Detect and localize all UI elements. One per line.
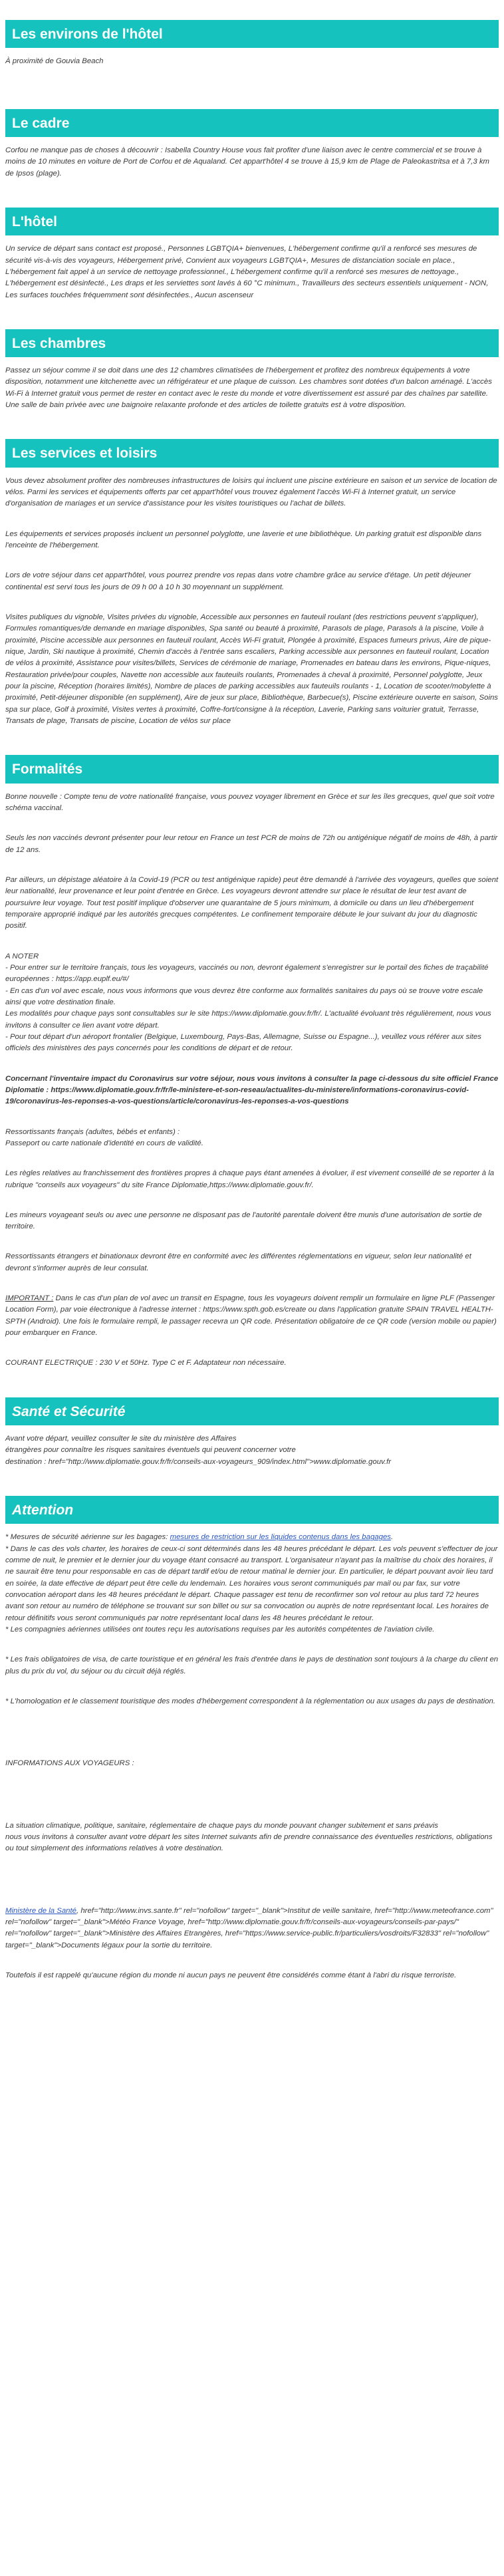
- attention-bullet: [5, 1532, 499, 1543]
- note-line: Les modalités pour chaque pays sont consultables sur le site https://www.diplomatie.gouv.fr/fr/. L'actualité évoluant très régulièrement, nous vous invitons à consulter ce lien avant votre départ.: [5, 1010, 491, 1030]
- hotel-text: Un service de départ sans contact est proposé., Personnes LGBTQIA+ bienvenues, L'hébergement confirme qu'il a renforcé ses mesures de sécurité vis-à-vis des voyageurs, Hébergement privé, Convient aux voyageurs LGBTQIA+, Mesures de distanciation sociale en place., L'hébergement fait appel à un service de nettoyage professionnel., L'hébergement confirme qu'il a renforcé ses mesures de nettoyage., L'hébergement est désinfecté., Les draps et les serviettes sont lavés à 60 °C minimum., Travailleurs des secteurs essentiels uniquement - NON, Les surfaces touchées fréquemment sont désinfectées., Aucun ascenseur: [5, 245, 489, 299]
- official-links: [5, 1906, 499, 1951]
- note-line: - En cas d'un vol avec escale, nous vous informons que vous devrez être conforme aux formalités sanitaires du pays où se trouve votre escale ainsi que votre destination finale.: [5, 986, 483, 1006]
- ministere-sante-link[interactable]: Ministère de la Santé: [5, 1906, 77, 1915]
- section-sante: [5, 1397, 499, 1468]
- ressortissants-title: Ressortissants français (adultes, bébés et enfants) :: [5, 1127, 180, 1136]
- services-amenities-list: Visites publiques du vignoble, Visites privées du vignoble, Accessible aux personnes en fauteuil roulant (des restrictions peuvent s'appliquer), Formules romantiques/de demande en mariage disponibles, Spa santé ou beauté à proximité, Parasols de plage, Parasols à la piscine, Voile à proximité, Piscine accessible aux personnes en fauteuil roulant, Accès Wi-Fi gratuit, Plongée à proximité, Espaces fumeurs privus, Aire de pique-nique, Jardin, Ski nautique à proximité, Chemin d'accès à l'entrée sans escaliers, Parking accessible aux personnes en fauteuil roulant, Location de vélos à proximité, Assistance pour visites/billets, Services de cérémonie de mariage, Promenades en bateau dans les environs, Pique-niques, Restauration privée/pour couples, Navette non accessible aux fauteuils roulants, Promenades à cheval à proximité, Personnel polyglotte, Jeux pour la piscine, Réception (horaires limités), Nombre de places de parking accessibles aux fauteuils roulants - 1, Location de scooter/mobylette à proximité, Petit-déjeuner disponible (en supplément), Aire de jeux sur place, Bibliothèque, Barbecue(s), Piscine extérieure ouverte en saison, Soins spa sur place, Golf à proximité, Visites vertes à proximité, Coffre-fort/consigne à la réception, Laverie, Parking sans voiturier gratuit, Terrasse, Transats de plage, Transats de piscine, Location de vélos sur place: [5, 613, 499, 725]
- section-cadre: [5, 109, 499, 180]
- formalites-paragraph: Par ailleurs, un dépistage aléatoire à la Covid-19 (PCR ou test antigénique rapide) peut être demandé à l'arrivée des voyageurs, quelles que soient leur nationalité, leur provenance et leur point d'entrée en Grèce. Les voyageurs devront attendre sur place le résultat de leur test avant de poursuivre leur voyage. Tout test positif implique d'observer une quarantaine de 5 jours minimum, à domicile ou dans un lieu d'hébergement temporaire approprié indiqué par les autorités grecques compétentes. Le confinement temporaire débute le jour suivant du jour du diagnostic positif.: [5, 875, 499, 930]
- attention-bullet: * Les frais obligatoires de visa, de carte touristique et en général les frais d'entrée dans le pays de destination sont toujours à la charge du client en plus du prix du vol, du séjour ou du circuit déjà réglés.: [5, 1655, 499, 1675]
- informations-voyageurs-title: INFORMATIONS AUX VOYAGEURS :: [5, 1759, 134, 1768]
- attention-bullet: * L'homologation et le classement touristique des modes d'hébergement correspondent à la réglementation ou aux usages du pays de destination.: [5, 1697, 495, 1705]
- attention-bullet: * Dans le cas des vols charter, les horaires de ceux-ci sont déterminés dans les 48 heures précédant le départ. Les vols peuvent s'effectuer de jour comme de nuit, le premier et le dernier jour du voyage étant consacré au transport. L'organisateur n'ayant pas la maîtrise du choix des horaires, il ne saurait être tenu pour responsable en cas de départ tardif et/ou de retour matinal le dernier jour. En particulier, le départ pouvant avoir lieu tard en soirée, la date effective de départ peut être celle du lendemain. Les horaires vous seront communiqués par mail ou par fax, sur votre convocation aéroport dans les 48 heures précédant le départ. Chaque passager est tenu de reconfirmer son vol retour au plus tard 72 heures avant son retour au numéro de téléphone se trouvant sur son billet ou sur sa convocation ou auprès de notre représentant local. Les horaires de retour définitifs vous seront communiqués par notre représentant local dans les 48 heures précédant le retour.: [5, 1544, 498, 1622]
- ressortissants-text: Passeport ou carte nationale d'identité en cours de validité.: [5, 1139, 203, 1147]
- note-title: A NOTER: [5, 952, 39, 960]
- environs-text: À proximité de Gouvia Beach: [5, 57, 104, 66]
- formalites-paragraph: Seuls les non vaccinés devront présenter pour leur retour en France un test PCR de moins de 72h ou antigénique négatif de moins de 48h, à partir de 12 ans.: [5, 834, 498, 854]
- services-paragraph: Lors de votre séjour dans cet appart'hôtel, vous pourrez prendre vos repas dans votre chambre grâce au service d'étage. Un petit déjeuner continental est servi tous les jours de 09 h 00 à 10 h 30 moyennant un supplément.: [5, 571, 471, 591]
- cadre-text: Corfou ne manque pas de choses à découvrir : Isabella Country House vous fait profiter d'une liaison avec le centre commercial et se trouve à moins de 10 minutes en voiture de Port de Corfou et de Aqualand. Cet appart'hôtel 4 se trouve à 15,9 km de Plage de Paleokastritsa et à 7,3 km de Ipsos (plage).: [5, 146, 490, 178]
- sante-line: destination : href="http://www.diplomatie.gouv.fr/fr/conseils-aux-voyageurs_909/index.html">www.diplomatie.gouv.fr: [5, 1457, 392, 1466]
- terrorism-notice: Toutefois il est rappelé qu'aucune région du monde ni aucun pays ne peuvent être considérés comme étant à l'abri du risque terroriste.: [5, 1971, 457, 1979]
- services-paragraph: Les équipements et services proposés incluent un personnel polyglotte, une laverie et une bibliothèque. Un parking gratuit est disponible dans l'enceinte de l'hébergement.: [5, 529, 482, 550]
- formalites-paragraph: Ressortissants étrangers et binationaux devront être en conformité avec les différentes réglementations en vigueur, selon leur nationalité et devront s'informer auprès de leur consulat.: [5, 1252, 471, 1272]
- section-heading-cadre: Le cadre: [5, 109, 499, 137]
- section-services: [5, 439, 499, 727]
- official-links-text: , href="http://www.invs.sante.fr" rel="nofollow" target="_blank">Institut de veille sanitaire, href="http://www.meteofrance.com" rel="nofollow" target="_blank">Météo France Voyage, href="http://www.diplomatie.gouv.fr/fr/conseils-aux-voyageurs/conseils-par-pays/" rel="nofollow" target="_blank">Ministère des Affaires Etrangères, href="https://www.service-public.fr/particuliers/vosdroits/F32833" rel="nofollow" target="_blank">Documents légaux pour la sortie du territoire.: [5, 1906, 493, 1949]
- courant-electrique: COURANT ELECTRIQUE : 230 V et 50Hz. Type C et F. Adaptateur non nécessaire.: [5, 1359, 287, 1367]
- situation-line: nous vous invitons à consulter avant votre départ les sites Internet suivants afin de prendre connaissance des éventuelles restrictions, obligations ou tout simplement des informations relatives à votre destination.: [5, 1832, 493, 1853]
- section-environs: [5, 20, 499, 68]
- liquid-restriction-link[interactable]: mesures de restriction sur les liquides contenus dans les bagages: [170, 1533, 391, 1542]
- bullet-suffix: .: [391, 1533, 394, 1542]
- section-formalites: [5, 755, 499, 1369]
- section-heading-environs: Les environs de l'hôtel: [5, 20, 499, 48]
- section-heading-sante: Santé et Sécurité: [5, 1397, 499, 1425]
- services-paragraph: Vous devez absolument profiter des nombreuses infrastructures de loisirs qui incluent une piscine extérieure en saison et un service de location de vélos. Parmi les services et équipements offerts par cet appart'hôtel vous trouvez également l'accès Wi-Fi à Internet gratuit, un service d'organisation de mariages et un service d'assistance pour les visites touristiques ou l'achat de billets.: [5, 476, 497, 508]
- important-notice: [5, 1293, 499, 1339]
- section-heading-attention: Attention: [5, 1496, 499, 1524]
- section-heading-chambres: Les chambres: [5, 329, 499, 357]
- section-attention: [5, 1496, 499, 1981]
- bullet-prefix: * Mesures de sécurité aérienne sur les bagages:: [5, 1533, 170, 1542]
- situation-line: La situation climatique, politique, sanitaire, réglementaire de chaque pays du monde pouvant changer subitement et sans préavis: [5, 1821, 438, 1830]
- section-hotel: [5, 208, 499, 301]
- note-line: - Pour entrer sur le territoire français, tous les voyageurs, vaccinés ou non, devront également s'enregistrer sur le portail des fiches de traçabilité européennes : https://app.euplf.eu/#/: [5, 963, 489, 984]
- sante-line: étrangères pour connaître les risques sanitaires éventuels qui peuvent concerner votre: [5, 1446, 296, 1455]
- section-chambres: [5, 329, 499, 412]
- important-label: IMPORTANT :: [5, 1294, 54, 1303]
- important-text: Dans le cas d'un plan de vol avec un transit en Espagne, tous les voyageurs doivent remplir un formulaire en ligne PLF (Passenger Location Form), par voie électronique à l'adresse internet : https://www.spth.gob.es/create ou dans l'application gratuite SPAIN TRAVEL HEALTH-SPTH (Android). Une fois le formulaire rempli, le passager recevra un QR code. Présentation obligatoire de ce QR code (version mobile ou papier) pour embarquer en France.: [5, 1294, 497, 1338]
- formalites-paragraph: Les règles relatives au franchissement des frontières propres à chaque pays étant amenées à évoluer, il est vivement conseillé de se reporter à la rubrique "conseils aux voyageurs" du site France Diplomatie,https://www.diplomatie.gouv.fr/.: [5, 1169, 495, 1189]
- section-heading-formalites: Formalités: [5, 755, 499, 783]
- sante-line: Avant votre départ, veuillez consulter le site du ministère des Affaires: [5, 1435, 237, 1443]
- section-heading-hotel: L'hôtel: [5, 208, 499, 235]
- section-heading-services: Les services et loisirs: [5, 439, 499, 467]
- note-line: - Pour tout départ d'un aéroport frontalier (Belgique, Luxembourg, Pays-Bas, Allemagne, Suisse ou Espagne...), veuillez vous référer aux sites officiels des ministères des pays concernés pour les conditions de départ et de retour.: [5, 1032, 481, 1053]
- coronavirus-notice: Concernant l'inventaire impact du Coronavirus sur votre séjour, nous vous invitons à consulter la page ci-dessous du site officiel France Diplomatie : https://www.diplomatie.gouv.fr/fr/le-ministere-et-son-reseau/actualites-du-ministere/informations-coronavirus-covid-19/coronavirus-les-reponses-a-vos-questions/article/coronavirus-les-reponses-a-vos-questions: [5, 1074, 499, 1106]
- formalites-paragraph: Les mineurs voyageant seuls ou avec une personne ne disposant pas de l'autorité parentale doivent être munis d'une autorisation de sortie de territoire.: [5, 1211, 482, 1231]
- chambres-text: Passez un séjour comme il se doit dans une des 12 chambres climatisées de l'hébergement et profitez des nombreux équipements à votre disposition, notamment une kitchenette avec un réfrigérateur et une plaque de cuisson. Les chambres sont dotées d'un balcon aménagé. L'accès Wi-Fi à Internet gratuit vous permet de rester en contact avec le reste du monde et votre divertissement est assuré par des chaînes par satellite. Une salle de bain privée avec une baignoire relaxante profonde et des articles de toilette gratuits est à votre disposition.: [5, 366, 492, 410]
- formalites-paragraph: Bonne nouvelle : Compte tenu de votre nationalité française, vous pouvez voyager librement en Grèce et sur les îles grecques, quel que soit votre schéma vaccinal.: [5, 792, 495, 812]
- attention-bullet: * Les compagnies aériennes utilisées ont toutes reçu les autorisations requises par les autorités compétentes de l'aviation civile.: [5, 1625, 435, 1634]
